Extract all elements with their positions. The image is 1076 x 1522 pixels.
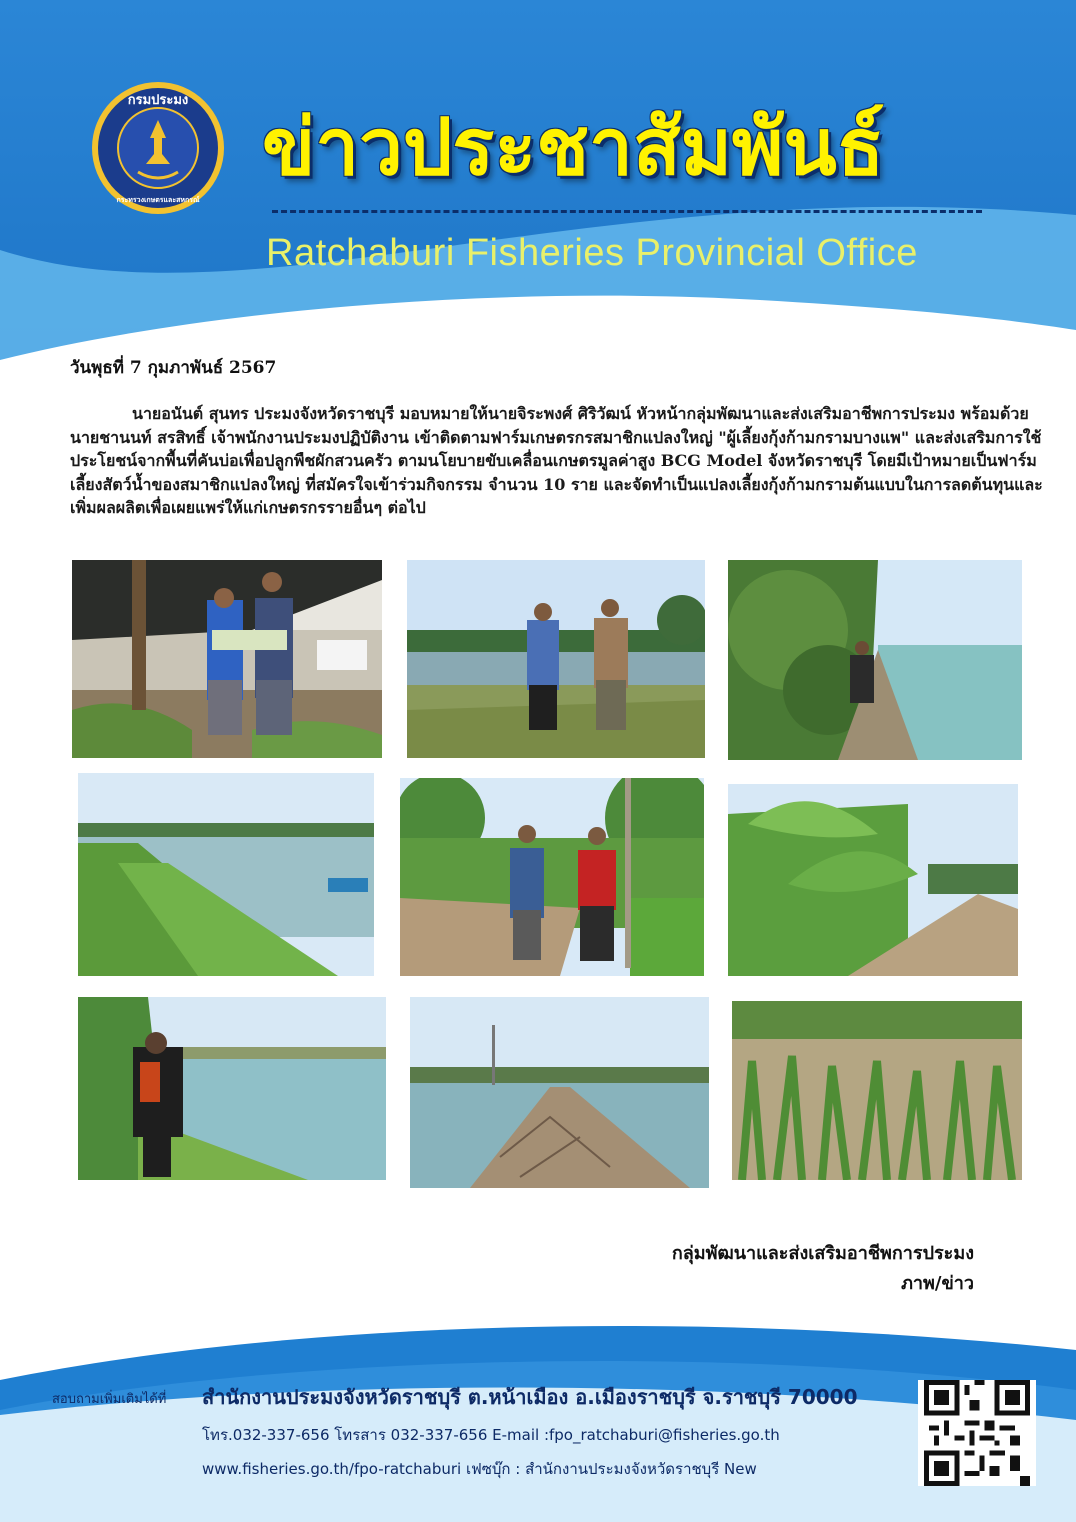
department-of-fisheries-logo — [90, 80, 226, 216]
photo-officers-by-pond — [407, 560, 705, 758]
contact-phone-email: โทร.032-337-656 โทรสาร 032-337-656 E-mail :fpo_ratchaburi@fisheries.go.th — [202, 1426, 780, 1444]
logo-bottom-text: กระทรวงเกษตรและสหกรณ์ — [116, 196, 200, 204]
article-date: วันพุธที่ 7 กุมภาพันธ์ 2567 — [70, 358, 277, 378]
office-address: สำนักงานประมงจังหวัดราชบุรี ต.หน้าเมือง อ.เมืองราชบุรี จ.ราชบุรี 70000 — [202, 1385, 858, 1409]
header-divider — [272, 210, 982, 213]
contact-website: www.fisheries.go.th/fpo-ratchaburi เฟซบุ๊ก : สำนักงานประมงจังหวัดราชบุรี New — [202, 1460, 757, 1478]
qr-code-icon — [918, 1380, 1036, 1486]
article-body: นายอนันต์ สุนทร ประมงจังหวัดราชบุรี มอบหมายให้นายจิระพงศ์ ศิริวัฒน์ หัวหน้ากลุ่มพัฒนาและส่งเสริมอาชีพการประมง พร้อมด้วยนายชานนท์ สรสิทธิ์ เจ้าพนักงานประมงปฏิบัติงาน เข้าติดตามฟาร์มเกษตรกรสมาชิกแปลงใหญ่ "ผู้เลี้ยงกุ้งก้ามกรามบางแพ" และส่งเสริมการใช้ประโยชน์จากพื้นที่คันบ่อเพื่อปลูกพืชผักสวนครัว ตามนโยบายขับเคลื่อนเกษตรมูลค่าสูง BCG Model จังหวัดราชบุรี โดยมีเป้าหมายเป็นฟาร์มเลี้ยงสัตว์น้ำของสมาชิกแปลงใหญ่ ที่สมัครใจเข้าร่วมกิจกรรม จำนวน 10 ราย และจัดทำเป็นแปลงเลี้ยงกุ้งก้ามกรามต้นแบบในการลดต้นทุนและเพิ่มผลผลิตเพื่อเผยแพร่ให้แก่เกษตรกรรายอื่นๆ ต่อไป — [70, 404, 1043, 518]
photo-banana-trees — [728, 784, 1018, 976]
logo-top-text: กรมประมง — [127, 93, 189, 108]
photo-lemongrass-pond-edge — [78, 773, 374, 976]
photo-cracked-dike-path — [410, 997, 709, 1188]
photo-lemongrass-field — [732, 1001, 1022, 1180]
photo-woman-pointing-at-pond — [78, 997, 386, 1180]
photo-woman-on-pond-dike — [728, 560, 1022, 760]
credit-role: ภาพ/ข่าว — [901, 1273, 974, 1294]
office-subtitle: Ratchaburi Fisheries Provincial Office — [266, 232, 918, 274]
footer-banner — [0, 1320, 1076, 1522]
photo-officers-in-garden — [400, 778, 704, 976]
contact-label: สอบถามเพิ่มเติมได้ที่ — [52, 1392, 167, 1407]
credit-group: กลุ่มพัฒนาและส่งเสริมอาชีพการประมง — [671, 1243, 974, 1264]
photo-farmers-with-produce — [72, 560, 382, 758]
page-title: ข่าวประชาสัมพันธ์ — [262, 103, 885, 193]
